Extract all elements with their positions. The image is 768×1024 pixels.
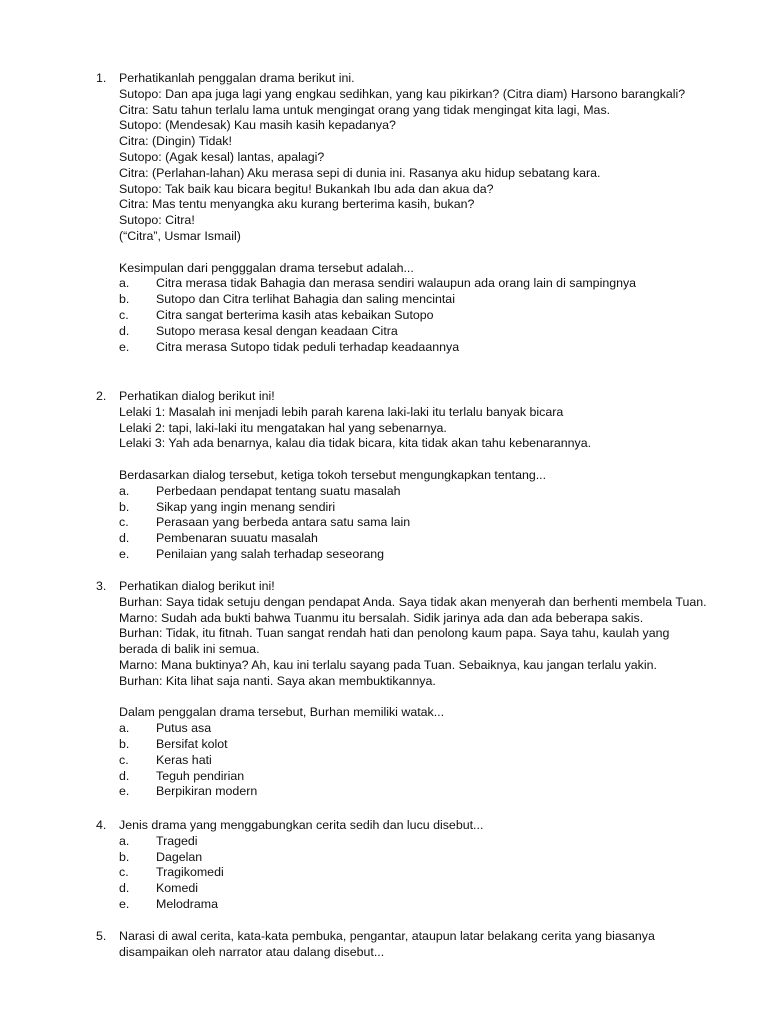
option-d[interactable] xyxy=(119,531,746,547)
option-letter: a. xyxy=(119,833,130,848)
option-text: Penilaian yang salah terhadap seseorang xyxy=(156,546,385,561)
question-prompt: Berdasarkan dialog tersebut, ketiga tokoh tersebut mengungkapkan tentang... xyxy=(119,467,547,482)
question-number: 1. xyxy=(96,71,107,85)
dialog-line: Burhan: Saya tidak setuju dengan pendapat Anda. Saya tidak akan menyerah dan berhenti membela Tuan. xyxy=(119,594,707,609)
option-text: Keras hati xyxy=(156,752,212,767)
dialog-line: Marno: Sudah ada bukti bahwa Tuanmu itu bersalah. Sidik jarinya ada dan ada beberapa sakis. xyxy=(119,610,644,625)
option-text: Bersifat kolot xyxy=(156,736,228,751)
question-line: Narasi di awal cerita, kata-kata pembuka, pengantar, ataupun latar belakang cerita yang biasanya xyxy=(119,929,655,943)
option-c[interactable] xyxy=(119,515,746,531)
option-letter: a. xyxy=(119,276,130,291)
dialog-line: Burhan: Tidak, itu fitnah. Tuan sangat rendah hati dan penolong kaum papa. Saya tahu, kaulah yang xyxy=(119,626,670,641)
question-3 xyxy=(96,579,746,800)
dialog-line: Sutopo: Tak baik kau bicara begitu! Bukankah Ibu ada dan akua da? xyxy=(119,181,494,196)
question-number: 5. xyxy=(96,929,107,943)
dialog-line: berada di balik ini semua. xyxy=(119,642,260,657)
dialog-line: Sutopo: Dan apa juga lagi yang engkau sedihkan, yang kau pikirkan? (Citra diam) Harsono barangkali? xyxy=(119,86,686,101)
option-b[interactable] xyxy=(119,737,746,753)
option-letter: b. xyxy=(119,849,130,864)
option-a[interactable] xyxy=(119,484,746,500)
option-text: Perasaan yang berbeda antara satu sama lain xyxy=(156,515,411,530)
question-4 xyxy=(96,818,746,913)
question-5 xyxy=(96,929,746,961)
option-c[interactable] xyxy=(119,308,746,324)
option-letter: d. xyxy=(119,768,130,783)
option-letter: d. xyxy=(119,531,130,546)
question-number: 2. xyxy=(96,389,107,403)
option-e[interactable] xyxy=(119,784,746,800)
option-letter: c. xyxy=(119,515,129,530)
option-letter: c. xyxy=(119,307,129,322)
option-letter: d. xyxy=(119,881,130,896)
option-text: Tragedi xyxy=(156,833,198,848)
option-text: Komedi xyxy=(156,881,199,896)
option-letter: e. xyxy=(119,339,130,354)
option-text: Melodrama xyxy=(156,896,218,911)
option-letter: e. xyxy=(119,784,130,799)
option-e[interactable] xyxy=(119,897,746,913)
dialog-line: Citra: (Dingin) Tidak! xyxy=(119,134,232,149)
option-text: Tragikomedi xyxy=(156,865,224,880)
option-letter: e. xyxy=(119,896,130,911)
option-text: Pembenaran suuatu masalah xyxy=(156,531,318,546)
dialog-line: Sutopo: Citra! xyxy=(119,213,195,228)
question-line: Jenis drama yang menggabungkan cerita sedih dan lucu disebut... xyxy=(119,818,484,832)
option-text: Putus asa xyxy=(156,721,212,736)
dialog-line: Citra: Satu tahun terlalu lama untuk mengingat orang yang tidak mengingat kita lagi, Mas. xyxy=(119,102,611,117)
question-prompt: Kesimpulan dari pengggalan drama tersebut adalah... xyxy=(119,260,414,275)
option-e[interactable] xyxy=(119,340,746,356)
option-letter: a. xyxy=(119,483,130,498)
option-letter: c. xyxy=(119,865,129,880)
option-letter: b. xyxy=(119,736,130,751)
option-a[interactable] xyxy=(119,721,746,737)
option-a[interactable] xyxy=(119,276,746,292)
question-1 xyxy=(96,71,746,355)
question-line: disampaikan oleh narrator atau dalang disebut... xyxy=(119,944,385,959)
question-number: 3. xyxy=(96,579,107,593)
option-b[interactable] xyxy=(119,850,746,866)
option-text: Perbedaan pendapat tentang suatu masalah xyxy=(156,483,401,498)
option-b[interactable] xyxy=(119,500,746,516)
dialog-line: Lelaki 3: Yah ada benarnya, kalau dia tidak bicara, kita tidak akan tahu kebenarannya. xyxy=(119,436,592,451)
option-a[interactable] xyxy=(119,834,746,850)
question-number: 4. xyxy=(96,818,107,832)
option-c[interactable] xyxy=(119,865,746,881)
dialog-line: Lelaki 2: tapi, laki-laki itu mengatakan hal yang sebenarnya. xyxy=(119,420,447,435)
option-c[interactable] xyxy=(119,753,746,769)
option-d[interactable] xyxy=(119,881,746,897)
option-letter: b. xyxy=(119,292,130,307)
option-text: Citra sangat berterima kasih atas kebaikan Sutopo xyxy=(156,307,434,322)
option-b[interactable] xyxy=(119,292,746,308)
option-letter: c. xyxy=(119,752,129,767)
dialog-line: Sutopo: (Mendesak) Kau masih kasih kepadanya? xyxy=(119,118,396,133)
question-2 xyxy=(96,389,746,563)
question-line: Perhatikan dialog berikut ini! xyxy=(119,389,275,403)
question-line: Perhatikanlah penggalan drama berikut ini. xyxy=(119,71,355,85)
option-text: Citra merasa tidak Bahagia dan merasa sendiri walaupun ada orang lain di sampingnya xyxy=(156,276,637,291)
option-text: Dagelan xyxy=(156,849,203,864)
option-letter: b. xyxy=(119,499,130,514)
option-text: Sutopo dan Citra terlihat Bahagia dan saling mencintai xyxy=(156,292,455,307)
dialog-line: Burhan: Kita lihat saja nanti. Saya akan membuktikannya. xyxy=(119,673,436,688)
option-letter: a. xyxy=(119,721,130,736)
question-prompt: Dalam penggalan drama tersebut, Burhan memiliki watak... xyxy=(119,705,445,720)
dialog-line: Citra: Mas tentu menyangka aku kurang berterima kasih, bukan? xyxy=(119,197,475,212)
option-letter: d. xyxy=(119,323,130,338)
dialog-line: Sutopo: (Agak kesal) lantas, apalagi? xyxy=(119,149,325,164)
option-text: Berpikiran modern xyxy=(156,784,258,799)
source-citation: (“Citra”, Usmar Ismail) xyxy=(119,228,241,243)
dialog-line: Marno: Mana buktinya? Ah, kau ini terlalu sayang pada Tuan. Sebaiknya, kau jangan terlalu yakin. xyxy=(119,657,657,672)
dialog-line: Citra: (Perlahan-lahan) Aku merasa sepi di dunia ini. Rasanya aku hidup sebatang kara. xyxy=(119,165,601,180)
option-d[interactable] xyxy=(119,324,746,340)
option-e[interactable] xyxy=(119,547,746,563)
dialog-line: Lelaki 1: Masalah ini menjadi lebih parah karena laki-laki itu terlalu banyak bicara xyxy=(119,404,564,419)
option-text: Sutopo merasa kesal dengan keadaan Citra xyxy=(156,323,398,338)
question-line: Perhatikan dialog berikut ini! xyxy=(119,579,275,593)
option-text: Teguh pendirian xyxy=(156,768,245,783)
option-letter: e. xyxy=(119,546,130,561)
option-text: Citra merasa Sutopo tidak peduli terhadap keadaannya xyxy=(156,339,460,354)
option-text: Sikap yang ingin menang sendiri xyxy=(156,499,336,514)
option-d[interactable] xyxy=(119,769,746,785)
